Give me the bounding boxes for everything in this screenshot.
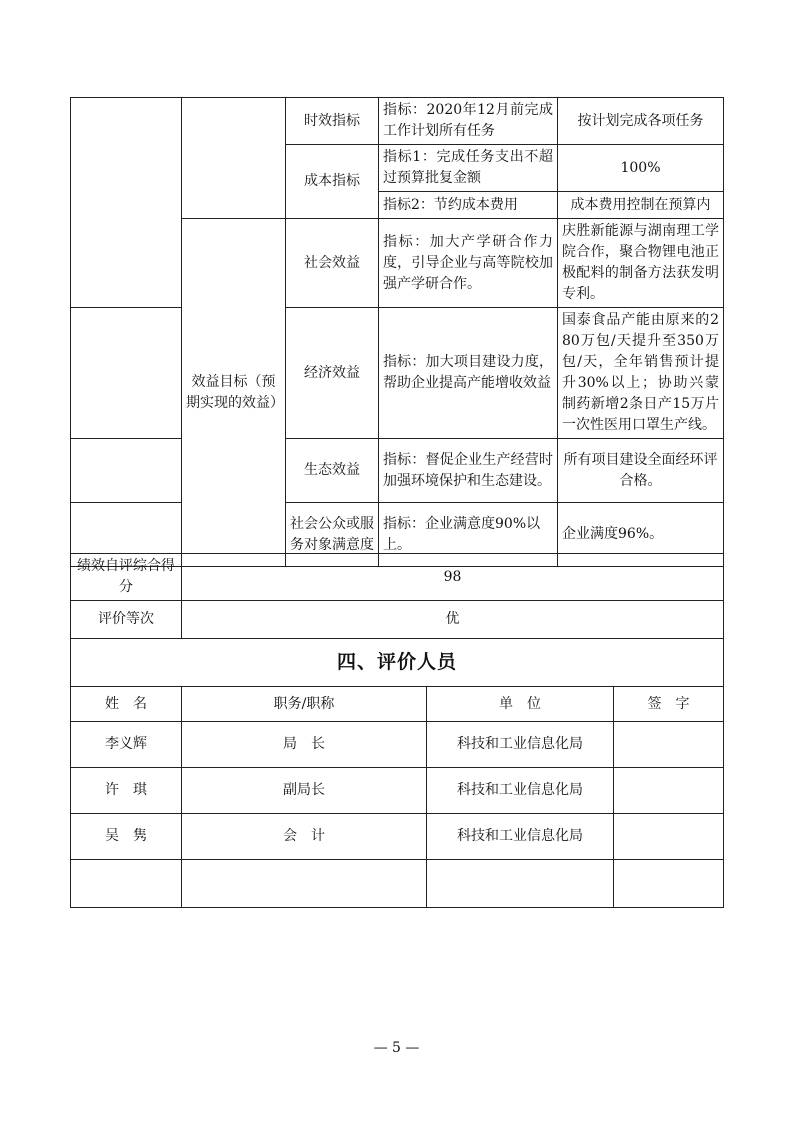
score-label: 绩效自评综合得分 <box>71 554 182 601</box>
score-value: 98 <box>182 554 724 601</box>
actual-cell: 100% <box>558 145 724 192</box>
evaluator-signature <box>614 722 724 768</box>
evaluator-title: 会 计 <box>182 814 427 860</box>
actual-cell: 庆胜新能源与湖南理工学院合作，聚合物锂电池正极配料的制备方法获发明专利。 <box>558 219 724 308</box>
evaluator-row <box>71 768 724 814</box>
table-row <box>71 439 724 503</box>
actual-cell: 企业满度96%。 <box>558 503 724 567</box>
evaluator-signature <box>614 860 724 908</box>
blank-cell <box>71 308 182 439</box>
evaluator-title <box>182 860 427 908</box>
target-cell: 指标：加大产学研合作力度，引导企业与高等院校加强产学研合作。 <box>379 219 558 308</box>
evaluator-title: 副局长 <box>182 768 427 814</box>
header-unit: 单 位 <box>427 687 614 722</box>
indicator-cell: 时效指标 <box>286 98 379 145</box>
blank-cell <box>182 98 286 219</box>
grade-row <box>71 601 724 639</box>
evaluation-table <box>70 553 724 908</box>
indicator-cell: 生态效益 <box>286 439 379 503</box>
target-cell: 指标：督促企业生产经营时加强环境保护和生态建设。 <box>379 439 558 503</box>
blank-cell <box>71 98 182 308</box>
evaluator-unit: 科技和工业信息化局 <box>427 814 614 860</box>
evaluator-name: 许 琪 <box>71 768 182 814</box>
section-title-row <box>71 639 724 687</box>
page-number: — 5 — <box>373 1040 420 1056</box>
header-row <box>71 687 724 722</box>
evaluator-unit: 科技和工业信息化局 <box>427 768 614 814</box>
evaluator-signature <box>614 814 724 860</box>
actual-cell: 国泰食品产能由原来的280万包/天提升至350万包/天，全年销售预计提升30%以上；协助兴蒙制药新增2条日产15万片一次性医用口罩生产线。 <box>558 308 724 439</box>
header-signature: 签 字 <box>614 687 724 722</box>
indicator-cell: 社会公众或服务对象满意度 <box>286 503 379 567</box>
actual-cell: 所有项目建设全面经环评合格。 <box>558 439 724 503</box>
target-cell: 指标：2020年12月前完成工作计划所有任务 <box>379 98 558 145</box>
target-cell: 指标1：完成任务支出不超过预算批复金额 <box>379 145 558 192</box>
indicator-cell: 社会效益 <box>286 219 379 308</box>
evaluator-signature <box>614 768 724 814</box>
header-title: 职务/职称 <box>182 687 427 722</box>
table-row <box>71 98 724 145</box>
evaluator-unit <box>427 860 614 908</box>
evaluator-title: 局 长 <box>182 722 427 768</box>
section-title: 四、评价人员 <box>71 639 724 687</box>
header-name: 姓 名 <box>71 687 182 722</box>
indicator-cell: 经济效益 <box>286 308 379 439</box>
evaluator-name <box>71 860 182 908</box>
evaluator-row <box>71 860 724 908</box>
indicator-cell: 成本指标 <box>286 145 379 219</box>
blank-cell <box>71 439 182 503</box>
grade-label: 评价等次 <box>71 601 182 639</box>
benefit-goal-label: 效益目标（预期实现的效益） <box>182 219 286 567</box>
target-cell: 指标：加大项目建设力度，帮助企业提高产能增收效益 <box>379 308 558 439</box>
grade-value: 优 <box>182 601 724 639</box>
table-row <box>71 308 724 439</box>
actual-cell: 成本费用控制在预算内 <box>558 192 724 219</box>
score-row <box>71 554 724 601</box>
evaluator-row <box>71 722 724 768</box>
evaluator-name: 吴 隽 <box>71 814 182 860</box>
evaluator-name: 李义辉 <box>71 722 182 768</box>
evaluator-unit: 科技和工业信息化局 <box>427 722 614 768</box>
actual-cell: 按计划完成各项任务 <box>558 98 724 145</box>
target-cell: 指标2：节约成本费用 <box>379 192 558 219</box>
evaluator-row <box>71 814 724 860</box>
performance-table <box>70 97 724 567</box>
target-cell: 指标：企业满意度90%以上。 <box>379 503 558 567</box>
